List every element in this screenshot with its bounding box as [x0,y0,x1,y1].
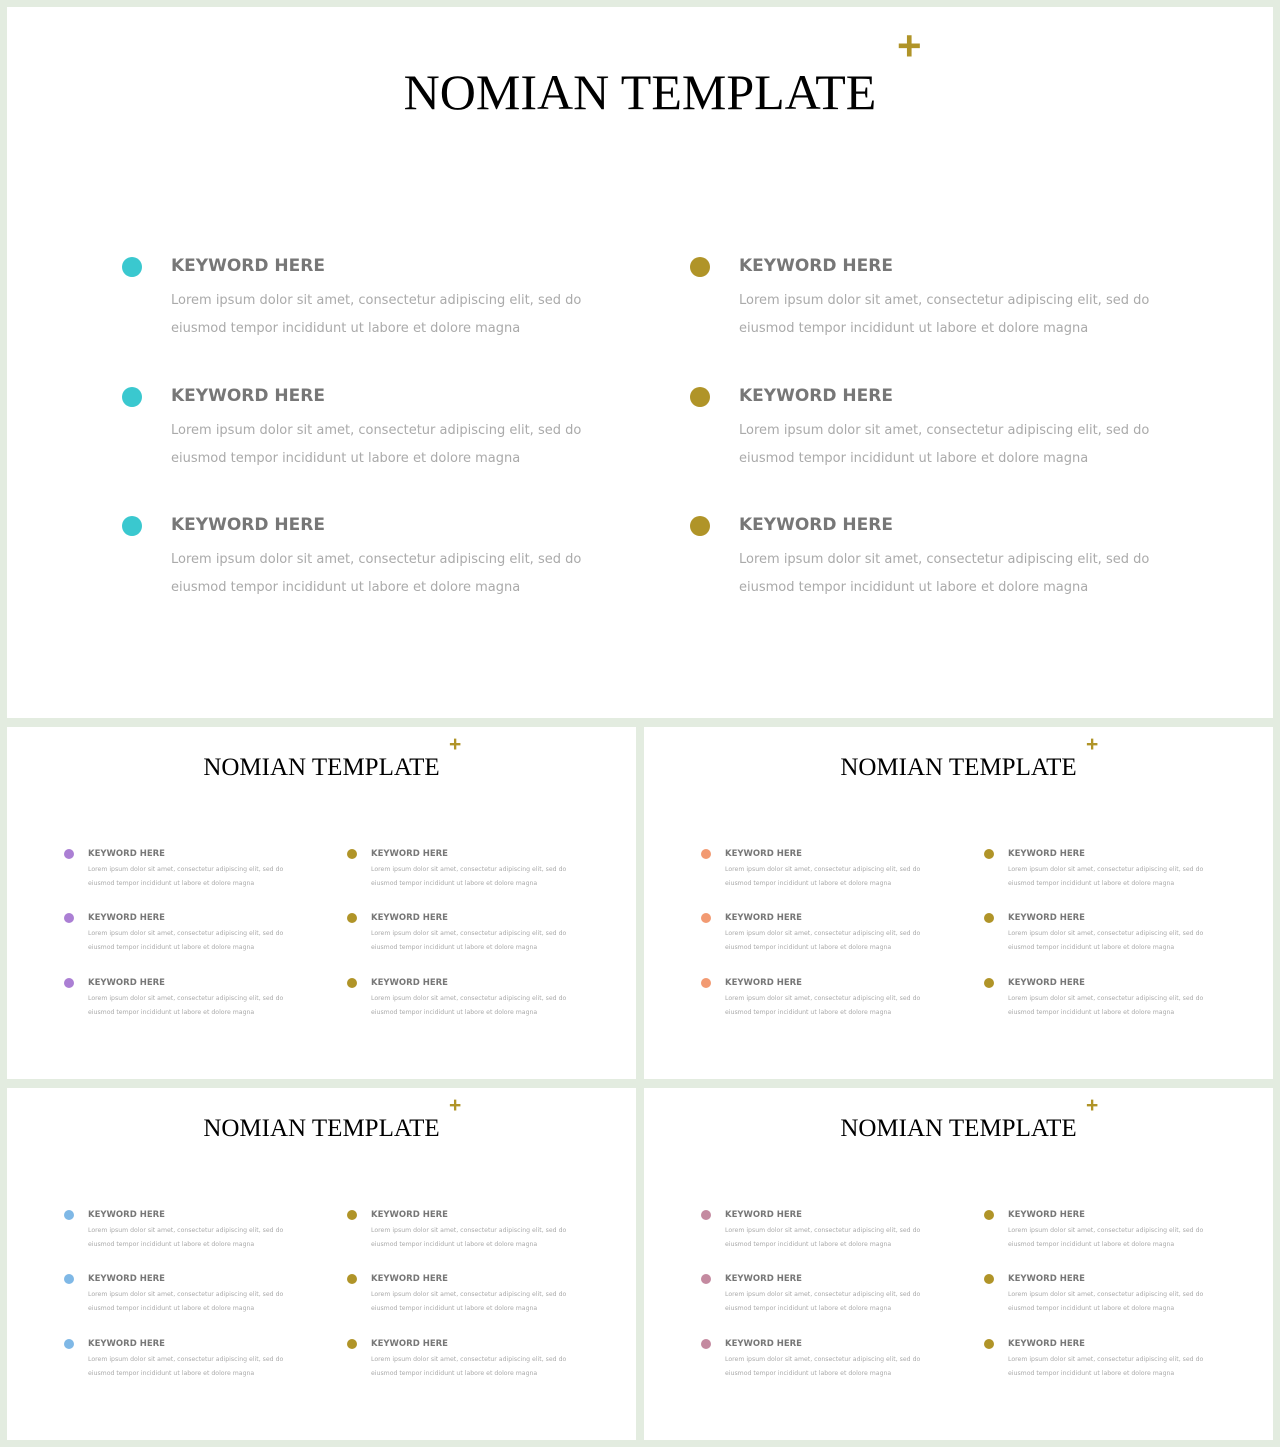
keyword-heading: KEYWORD HERE [1008,849,1085,859]
keyword-heading: KEYWORD HERE [88,1274,165,1284]
keyword-description: Lorem ipsum dolor sit amet, consectetur adipiscing elit, sed do eiusmod tempor incididunt ut labore et dolore magna [725,1291,921,1312]
slide-title: NOMIAN TEMPLATE [203,1115,440,1142]
bullet-dot-icon [64,849,74,859]
bullet-dot-icon [984,1339,994,1349]
keyword-description: Lorem ipsum dolor sit amet, consectetur adipiscing elit, sed do eiusmod tempor incididunt ut labore et dolore magna [1008,930,1204,951]
bullet-dot-icon [122,387,142,407]
keyword-description: Lorem ipsum dolor sit amet, consectetur adipiscing elit, sed do eiusmod tempor incididunt ut labore et dolore magna [739,423,1150,466]
keyword-heading: KEYWORD HERE [88,849,165,859]
keyword-heading: KEYWORD HERE [88,1210,165,1220]
bullet-dot-icon [690,257,710,277]
keyword-description: Lorem ipsum dolor sit amet, consectetur adipiscing elit, sed do eiusmod tempor incididunt ut labore et dolore magna [88,1356,284,1377]
bullet-dot-icon [347,1339,357,1349]
keyword-heading: KEYWORD HERE [725,913,802,923]
slide-thumbnail-1 [7,727,636,1079]
keyword-description: Lorem ipsum dolor sit amet, consectetur adipiscing elit, sed do eiusmod tempor incididunt ut labore et dolore magna [171,552,582,595]
keyword-heading: KEYWORD HERE [371,1274,448,1284]
slide-title: NOMIAN TEMPLATE [840,754,1077,781]
keyword-heading: KEYWORD HERE [171,256,325,276]
keyword-description: Lorem ipsum dolor sit amet, consectetur adipiscing elit, sed do eiusmod tempor incididunt ut labore et dolore magna [725,866,921,887]
bullet-dot-icon [701,978,711,988]
plus-icon: + [449,733,462,756]
bullet-dot-icon [347,913,357,923]
slide-thumbnail-4 [644,1088,1273,1440]
keyword-heading: KEYWORD HERE [1008,1339,1085,1349]
slide-thumbnail-3 [7,1088,636,1440]
keyword-heading: KEYWORD HERE [725,1210,802,1220]
keyword-heading: KEYWORD HERE [88,913,165,923]
bullet-dot-icon [984,913,994,923]
keyword-heading: KEYWORD HERE [371,849,448,859]
bullet-dot-icon [347,1274,357,1284]
keyword-heading: KEYWORD HERE [171,515,325,535]
keyword-description: Lorem ipsum dolor sit amet, consectetur adipiscing elit, sed do eiusmod tempor incididunt ut labore et dolore magna [725,1227,921,1248]
keyword-description: Lorem ipsum dolor sit amet, consectetur adipiscing elit, sed do eiusmod tempor incididunt ut labore et dolore magna [1008,995,1204,1016]
keyword-description: Lorem ipsum dolor sit amet, consectetur adipiscing elit, sed do eiusmod tempor incididunt ut labore et dolore magna [739,293,1150,336]
keyword-description: Lorem ipsum dolor sit amet, consectetur adipiscing elit, sed do eiusmod tempor incididunt ut labore et dolore magna [371,1227,567,1248]
keyword-description: Lorem ipsum dolor sit amet, consectetur adipiscing elit, sed do eiusmod tempor incididunt ut labore et dolore magna [1008,1356,1204,1377]
bullet-dot-icon [64,978,74,988]
slide-title: NOMIAN TEMPLATE [840,1115,1077,1142]
keyword-heading: KEYWORD HERE [725,1339,802,1349]
keyword-heading: KEYWORD HERE [739,515,893,535]
bullet-dot-icon [64,1339,74,1349]
bullet-dot-icon [984,1210,994,1220]
plus-icon: + [1086,1094,1099,1117]
keyword-heading: KEYWORD HERE [371,1339,448,1349]
keyword-heading: KEYWORD HERE [88,1339,165,1349]
slide-thumbnail-2 [644,727,1273,1079]
keyword-description: Lorem ipsum dolor sit amet, consectetur adipiscing elit, sed do eiusmod tempor incididunt ut labore et dolore magna [371,1291,567,1312]
keyword-heading: KEYWORD HERE [1008,913,1085,923]
bullet-dot-icon [64,1274,74,1284]
keyword-heading: KEYWORD HERE [1008,1210,1085,1220]
keyword-description: Lorem ipsum dolor sit amet, consectetur adipiscing elit, sed do eiusmod tempor incididunt ut labore et dolore magna [88,866,284,887]
keyword-heading: KEYWORD HERE [371,913,448,923]
keyword-description: Lorem ipsum dolor sit amet, consectetur adipiscing elit, sed do eiusmod tempor incididunt ut labore et dolore magna [725,1356,921,1377]
keyword-heading: KEYWORD HERE [1008,978,1085,988]
keyword-description: Lorem ipsum dolor sit amet, consectetur adipiscing elit, sed do eiusmod tempor incididunt ut labore et dolore magna [725,930,921,951]
keyword-description: Lorem ipsum dolor sit amet, consectetur adipiscing elit, sed do eiusmod tempor incididunt ut labore et dolore magna [88,1291,284,1312]
bullet-dot-icon [984,1274,994,1284]
keyword-description: Lorem ipsum dolor sit amet, consectetur adipiscing elit, sed do eiusmod tempor incididunt ut labore et dolore magna [371,995,567,1016]
bullet-dot-icon [690,516,710,536]
bullet-dot-icon [984,978,994,988]
keyword-description: Lorem ipsum dolor sit amet, consectetur adipiscing elit, sed do eiusmod tempor incididunt ut labore et dolore magna [88,995,284,1016]
keyword-description: Lorem ipsum dolor sit amet, consectetur adipiscing elit, sed do eiusmod tempor incididunt ut labore et dolore magna [88,1227,284,1248]
bullet-dot-icon [701,1210,711,1220]
keyword-description: Lorem ipsum dolor sit amet, consectetur adipiscing elit, sed do eiusmod tempor incididunt ut labore et dolore magna [171,293,582,336]
keyword-heading: KEYWORD HERE [371,1210,448,1220]
bullet-dot-icon [701,849,711,859]
bullet-dot-icon [690,387,710,407]
keyword-description: Lorem ipsum dolor sit amet, consectetur adipiscing elit, sed do eiusmod tempor incididunt ut labore et dolore magna [1008,866,1204,887]
bullet-dot-icon [701,1339,711,1349]
keyword-heading: KEYWORD HERE [725,978,802,988]
keyword-description: Lorem ipsum dolor sit amet, consectetur adipiscing elit, sed do eiusmod tempor incididunt ut labore et dolore magna [88,930,284,951]
bullet-dot-icon [64,913,74,923]
slide-title: NOMIAN TEMPLATE [203,754,440,781]
bullet-dot-icon [347,849,357,859]
bullet-dot-icon [122,516,142,536]
keyword-heading: KEYWORD HERE [739,386,893,406]
plus-icon: + [897,22,922,69]
keyword-heading: KEYWORD HERE [725,849,802,859]
keyword-description: Lorem ipsum dolor sit amet, consectetur adipiscing elit, sed do eiusmod tempor incididunt ut labore et dolore magna [371,930,567,951]
bullet-dot-icon [701,1274,711,1284]
keyword-description: Lorem ipsum dolor sit amet, consectetur adipiscing elit, sed do eiusmod tempor incididunt ut labore et dolore magna [371,866,567,887]
keyword-heading: KEYWORD HERE [88,978,165,988]
bullet-dot-icon [347,1210,357,1220]
keyword-description: Lorem ipsum dolor sit amet, consectetur adipiscing elit, sed do eiusmod tempor incididunt ut labore et dolore magna [171,423,582,466]
bullet-dot-icon [64,1210,74,1220]
keyword-heading: KEYWORD HERE [725,1274,802,1284]
keyword-description: Lorem ipsum dolor sit amet, consectetur adipiscing elit, sed do eiusmod tempor incididunt ut labore et dolore magna [371,1356,567,1377]
plus-icon: + [1086,733,1099,756]
keyword-description: Lorem ipsum dolor sit amet, consectetur adipiscing elit, sed do eiusmod tempor incididunt ut labore et dolore magna [739,552,1150,595]
slide-title: NOMIAN TEMPLATE [403,64,877,120]
keyword-description: Lorem ipsum dolor sit amet, consectetur adipiscing elit, sed do eiusmod tempor incididunt ut labore et dolore magna [1008,1227,1204,1248]
keyword-heading: KEYWORD HERE [739,256,893,276]
bullet-dot-icon [701,913,711,923]
bullet-dot-icon [984,849,994,859]
plus-icon: + [449,1094,462,1117]
bullet-dot-icon [347,978,357,988]
keyword-description: Lorem ipsum dolor sit amet, consectetur adipiscing elit, sed do eiusmod tempor incididunt ut labore et dolore magna [1008,1291,1204,1312]
keyword-heading: KEYWORD HERE [1008,1274,1085,1284]
keyword-description: Lorem ipsum dolor sit amet, consectetur adipiscing elit, sed do eiusmod tempor incididunt ut labore et dolore magna [725,995,921,1016]
keyword-heading: KEYWORD HERE [171,386,325,406]
slide-main [7,7,1273,718]
keyword-heading: KEYWORD HERE [371,978,448,988]
bullet-dot-icon [122,257,142,277]
